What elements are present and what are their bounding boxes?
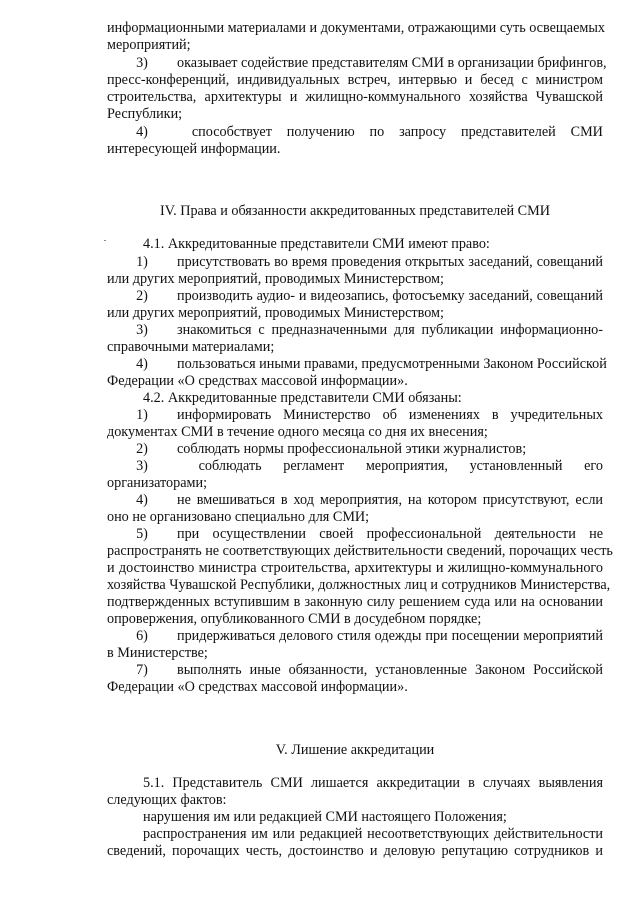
list-item-4 (107, 356, 607, 372)
text-line: распространять не соответствующих действительности сведений, порочащих честь (107, 543, 613, 559)
text-line: придерживаться делового стиля одежды при посещении мероприятий (177, 628, 603, 644)
list-item-3 (107, 322, 603, 338)
list-number: 4) (136, 492, 148, 508)
list-item-1 (107, 254, 603, 270)
word: представителей (461, 124, 556, 140)
list-number: 1) (136, 407, 148, 423)
text-line: присутствовать во время проведения открытых заседаний, совещаний (177, 254, 603, 270)
text-line: Республики; (107, 106, 183, 122)
text-line: 4.1. Аккредитованные представители СМИ имеют право: (143, 236, 490, 252)
text-line: документах СМИ в течение одного месяца со дня их внесения; (107, 424, 488, 440)
text-line: информировать Министерство об изменениях в учредительных (177, 407, 603, 423)
word: СМИ (570, 124, 603, 140)
word: его (584, 458, 603, 474)
word: соблюдать (198, 458, 262, 474)
text-line: при осуществлении своей профессиональной деятельности не (177, 526, 603, 542)
list-number: 2) (136, 288, 148, 304)
list-item-4 (107, 492, 603, 508)
text-line: справочными материалами; (107, 339, 275, 355)
text-line: или других мероприятий, проводимых Министерством; (107, 305, 444, 321)
list-item-2 (107, 288, 603, 304)
list-item-1 (107, 407, 603, 423)
text-line: следующих фактов: (107, 792, 227, 808)
text-line: пользоваться иными правами, предусмотренными Законом Российской (177, 356, 607, 372)
word: получению (286, 124, 355, 140)
scan-mark (104, 240, 106, 241)
list-number: 6) (136, 628, 148, 644)
text-line: опровержения, опубликованного СМИ в досудебном порядке; (107, 611, 482, 627)
text-line: знакомиться с предназначенными для публикации информационно- (177, 322, 603, 338)
list-item-6 (107, 628, 603, 644)
list-item-3 (107, 55, 607, 71)
list-item-3 (107, 458, 603, 474)
text-line: не вмешиваться в ход мероприятия, на котором присутствуют, если (177, 492, 603, 508)
text-line: пресс-конференций, индивидуальных встреч, интервью и бесед с министром (107, 72, 603, 88)
text-line: Федерации «О средствах массовой информации». (107, 373, 408, 389)
list-number: 3) (136, 55, 148, 71)
text-line: или других мероприятий, проводимых Министерством; (107, 271, 444, 287)
text-line: нарушения им или редакцией СМИ настоящего Положения; (143, 809, 507, 825)
text-line: информационными материалами и документами, отражающими суть освещаемых (107, 20, 606, 36)
text-line: организаторами; (107, 475, 208, 491)
text-line: мероприятий; (107, 37, 191, 53)
text-line: выполнять иные обязанности, установленные Законом Российской (177, 662, 603, 678)
text-line: оно не организовано специально для СМИ; (107, 509, 370, 525)
list-number: 4) (136, 124, 148, 140)
text-line: оказывает содействие представителям СМИ в организации брифингов, (177, 55, 607, 71)
word: способствует (191, 124, 272, 140)
text-line: строительства, архитектуры и жилищно-коммунального хозяйства Чувашской (107, 89, 603, 105)
word: установленный (469, 458, 563, 474)
list-number: 1) (136, 254, 148, 270)
text-line: распространения им или редакцией несоответствующих действительности (143, 826, 603, 842)
list-item-7 (107, 662, 603, 678)
section-heading-4: IV. Права и обязанности аккредитованных представителей СМИ (159, 203, 550, 219)
list-item-4 (107, 124, 603, 140)
word: мероприятия, (365, 458, 448, 474)
list-number: 3) (136, 322, 148, 338)
list-item-2 (107, 441, 603, 457)
text-line: интересующей информации. (107, 141, 281, 157)
word: по (369, 124, 385, 140)
text-line: сведений, порочащих честь, достоинство и деловую репутацию сотрудников и (107, 843, 603, 859)
list-number: 7) (136, 662, 148, 678)
text-line: Федерации «О средствах массовой информации». (107, 679, 408, 695)
text-line: 4.2. Аккредитованные представители СМИ обязаны: (143, 390, 462, 406)
list-number: 3) (136, 458, 148, 474)
text-line: подтвержденных вступившим в законную силу решением суда или на основании (107, 594, 603, 610)
text-line: хозяйства Чувашской Республики, должностных лиц и сотрудников Министерства, (107, 577, 611, 593)
text-line: в Министерстве; (107, 645, 208, 661)
section-heading-5: V. Лишение аккредитации (275, 742, 435, 758)
list-item-5 (107, 526, 603, 542)
word: регламент (283, 458, 345, 474)
text-line: соблюдать нормы профессиональной этики журналистов; (177, 441, 527, 457)
word: запросу (399, 124, 447, 140)
list-number: 5) (136, 526, 148, 542)
text-line: производить аудио- и видеозапись, фотосъемку заседаний, совещаний (177, 288, 603, 304)
list-number: 2) (136, 441, 148, 457)
list-number: 4) (136, 356, 148, 372)
text-line: 5.1. Представитель СМИ лишается аккредитации в случаях выявления (143, 775, 603, 791)
text-line: и достоинство министра строительства, архитектуры и жилищно-коммунального (107, 560, 603, 576)
